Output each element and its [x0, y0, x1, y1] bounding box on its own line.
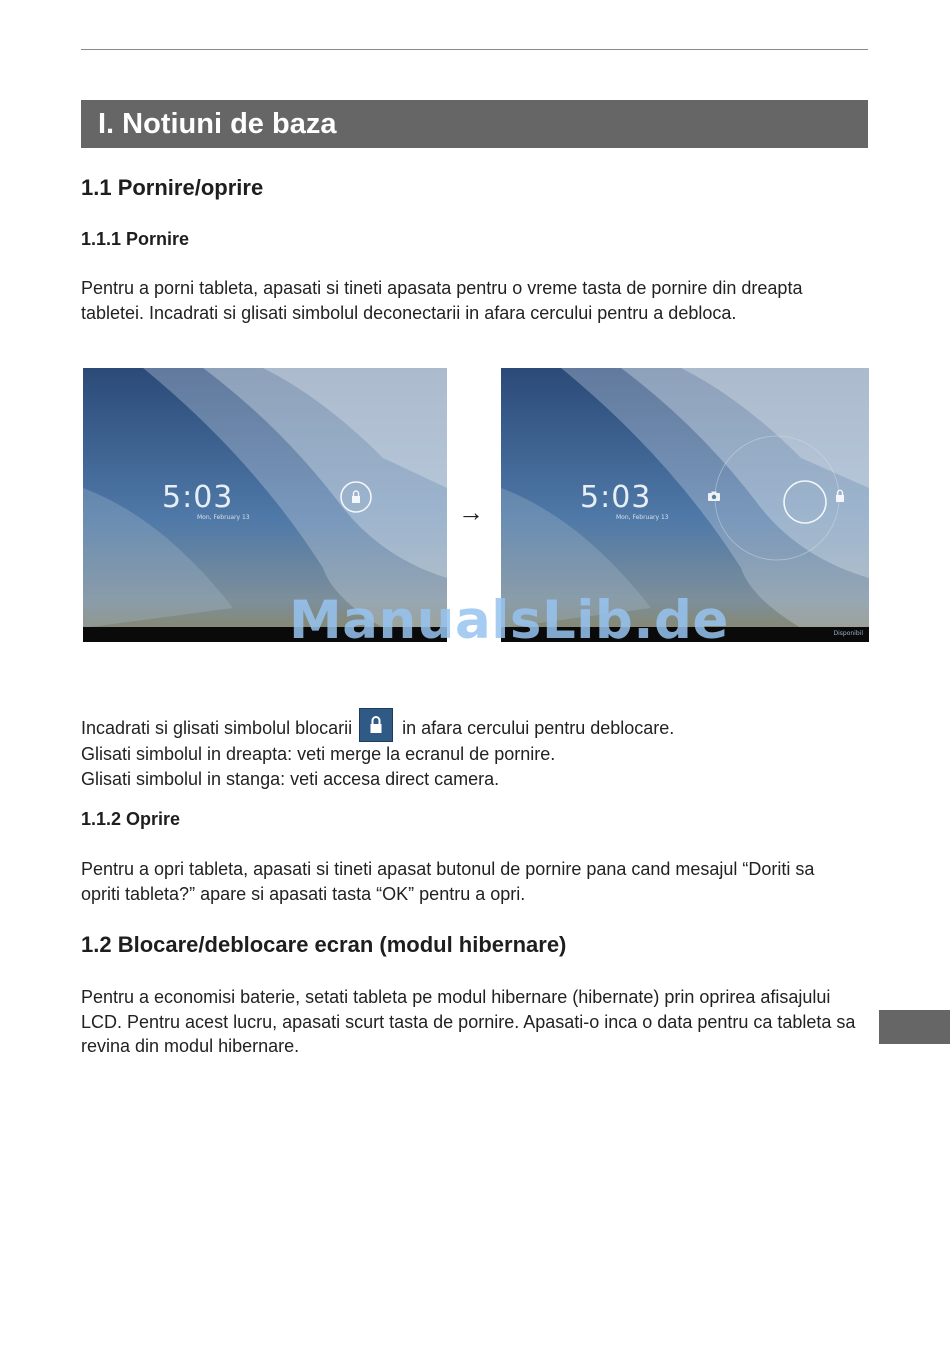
unlock-line-2: Glisati simbolul in dreapta: veti merge la ecranul de pornire.	[81, 744, 556, 764]
paragraph-hibernare: Pentru a economisi baterie, setati tableta pe modul hibernare (hibernate) prin oprirea afisajului LCD. Pentru acest lucru, apasati scurt tasta de pornire. Apasati-o inca o data pentru ca tableta sa revina din modul hibernare.	[81, 987, 856, 1057]
drag-handle-circle[interactable]	[781, 478, 829, 526]
paragraph-unlock-instructions	[81, 708, 871, 791]
clock-date: Mon, February 13	[197, 514, 250, 521]
transition-arrow: →	[458, 497, 484, 527]
clock-time: 5:03	[580, 480, 652, 515]
camera-icon[interactable]	[707, 490, 721, 502]
paragraph-oprire: Pentru a opri tableta, apasati si tineti apasat butonul de pornire pana cand mesajul “Doriti sa opriti tableta?” apare si apasati tasta “OK” pentru a opri.	[81, 859, 815, 904]
page-edge-tab	[879, 1010, 950, 1044]
unlock-line-3: Glisati simbolul in stanga: veti accesa direct camera.	[81, 768, 500, 789]
watermark: ManualsLib.de	[289, 590, 729, 651]
chapter-title: I. Notiuni de baza	[81, 100, 868, 148]
header-rule	[81, 49, 868, 50]
lock-icon[interactable]	[339, 480, 373, 514]
subsection-heading-1-1-2: 1.1.2 Oprire	[81, 809, 181, 829]
section-heading-1-2: 1.2 Blocare/deblocare ecran (modul hibernare)	[81, 932, 567, 957]
subsection-heading-1-1-1: 1.1.1 Pornire	[81, 229, 190, 249]
paragraph-pornire: Pentru a porni tableta, apasati si tineti apasata pentru o vreme tasta de pornire din dreapta tabletei. Incadrati si glisati simbolul deconectarii in afara cercului pentru a debloca.	[81, 278, 803, 323]
unlock-line-1-start: Incadrati si glisati simbolul blocarii	[81, 718, 353, 738]
clock-time: 5:03	[162, 480, 234, 515]
status-text: Disponibil	[833, 630, 863, 637]
unlock-line-1-end: in afara cercului pentru deblocare.	[402, 718, 675, 738]
lock-icon[interactable]	[834, 489, 846, 503]
clock-date: Mon, February 13	[616, 514, 669, 521]
section-heading-1-1: 1.1 Pornire/oprire	[81, 175, 264, 200]
lock-icon	[359, 708, 393, 742]
